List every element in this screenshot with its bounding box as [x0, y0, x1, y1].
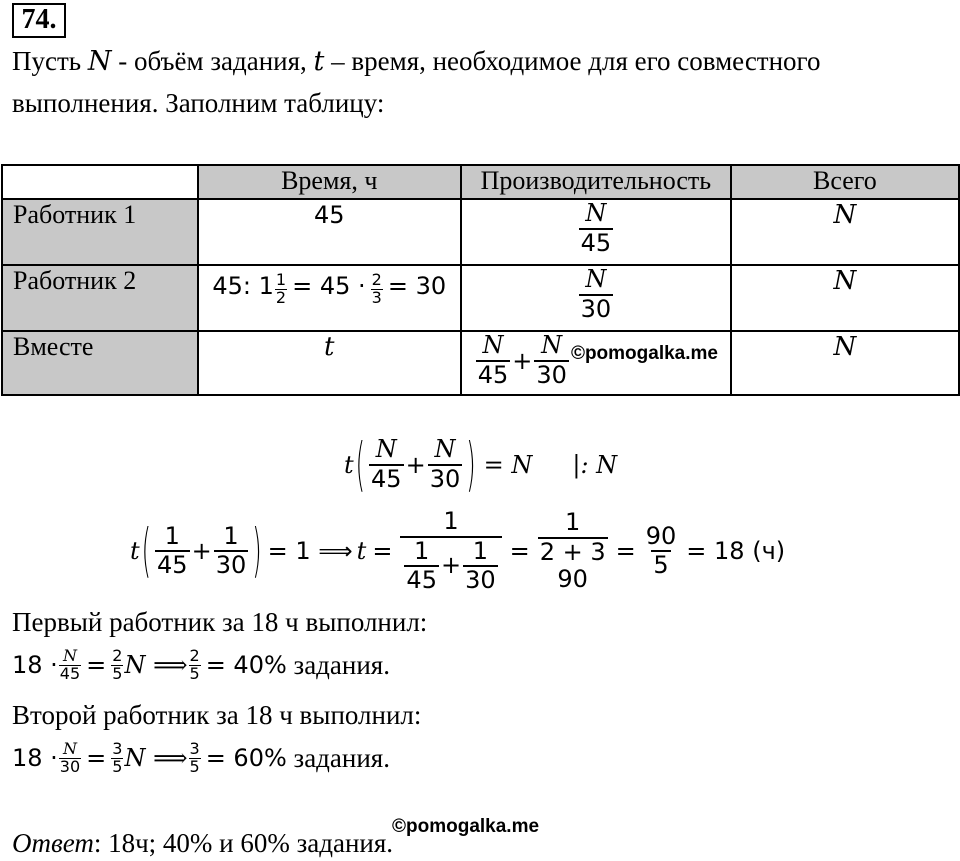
equation-2: t ( $\frac{1}{45}$ + $\frac{1}{30}$ ) = 1 ⟹ t = 1 $\frac{1}{45}$ + $\frac{1}{30}$ = 1 2 + 3 90 = $\frac{90}{5}$ = 18 (ч): [130, 507, 786, 595]
table-row: [2, 331, 959, 395]
equation-1: t ( $\frac{N}{45}$ + $\frac{N}{30}$ ) = N |: N: [344, 430, 618, 499]
worker2-equation: 18 · $\frac{N}{30}$ = $\frac{3}{5}$ N ⟹ $\frac{3}{5}$ = 60% задания.: [12, 739, 390, 776]
row-time: t: [198, 331, 461, 395]
fraction: $\frac{N}{45}$: [371, 435, 402, 493]
watermark: ©pomogalka.me: [570, 342, 718, 364]
row-productivity: [461, 265, 731, 331]
row-name: Вместе: [2, 331, 198, 395]
row-time: 45: 1 $\frac{1}{2}$ = 45 · $\frac{2}{3}$ = 30: [198, 265, 461, 331]
header-total: Всего: [731, 165, 959, 199]
fraction: $\frac{N}{30}$: [580, 265, 612, 323]
row-name: Работник 1: [2, 199, 198, 265]
row-name: Работник 2: [2, 265, 198, 331]
worker2-text: Второй работник за 18 ч выполнил:: [12, 700, 422, 730]
answer: Ответ: 18ч; 40% и 60% задания.: [12, 828, 394, 858]
data-table: [1, 164, 960, 396]
fraction: $\frac{N}{45}$: [580, 199, 612, 257]
row-total: N: [731, 265, 959, 331]
intro-line-2: выполнения. Заполним таблицу:: [12, 88, 385, 118]
fraction: $\frac{N}{30}$: [536, 331, 567, 389]
row-productivity: [461, 199, 731, 265]
worker1-equation: 18 · $\frac{N}{45}$ = $\frac{2}{5}$ N ⟹ $\frac{2}{5}$ = 40% задания.: [12, 646, 390, 683]
intro-line-1: Пусть N - объём задания, t – время, необходимое для его совместного: [12, 46, 821, 77]
fraction: 1 2 + 3 90: [539, 508, 606, 594]
watermark-bottom: ©pomogalka.me: [392, 816, 540, 837]
fraction: $\frac{N}{45}$: [477, 331, 509, 389]
table-row: [2, 265, 959, 331]
header-productivity: Производительность: [461, 165, 731, 199]
fraction: $\frac{90}{5}$: [645, 521, 677, 580]
table-header-row: [2, 165, 959, 199]
fraction: 1 $\frac{1}{45}$ + $\frac{1}{30}$: [400, 508, 501, 595]
row-productivity: $\frac{N}{45}$ + $\frac{N}{30}$ ©pomogalka.me: [461, 331, 731, 395]
header-time: Время, ч: [198, 165, 461, 199]
fraction: $\frac{N}{30}$: [429, 435, 461, 493]
row-time: 45: [198, 199, 461, 265]
fraction: $\frac{1}{45}$: [157, 521, 188, 580]
header-cell-empty: [2, 165, 198, 199]
problem-number: 74.: [12, 3, 66, 38]
worker1-text: Первый работник за 18 ч выполнил:: [12, 607, 428, 637]
row-total: N: [731, 199, 959, 265]
row-total: N: [731, 331, 959, 395]
table-row: [2, 199, 959, 265]
fraction: $\frac{1}{30}$: [215, 521, 247, 580]
